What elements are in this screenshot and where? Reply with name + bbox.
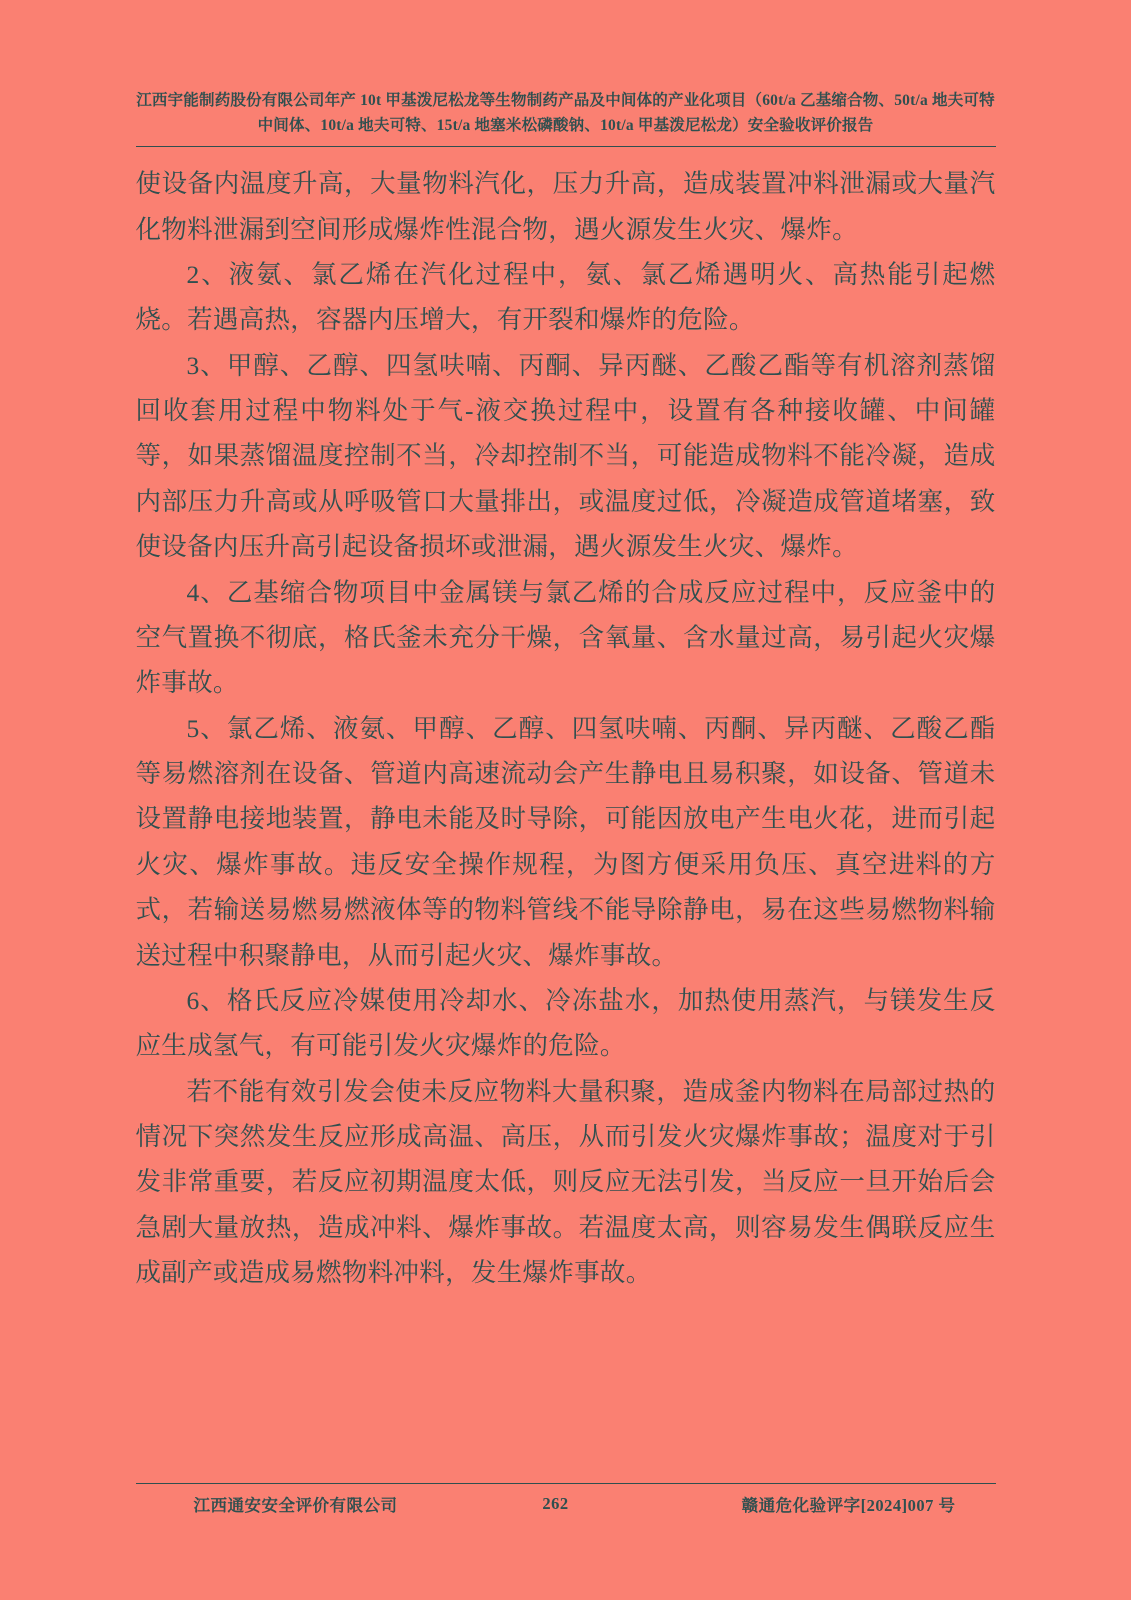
page-header [136, 0, 996, 138]
footer-page-number: 262 [542, 1494, 569, 1513]
paragraph: 5、氯乙烯、液氨、甲醇、乙醇、四氢呋喃、丙酮、异丙醚、乙酸乙酯等易燃溶剂在设备、管道内高速流动会产生静电且易积聚，如设备、管道未设置静电接地装置，静电未能及时导除，可能因放电产生电火花，进而引起火灾、爆炸事故。违反安全操作规程，为图方便采用负压、真空进料的方式，若输送易燃易燃液体等的物料管线不能导除静电，易在这些易燃物料输送过程中积聚静电，从而引起火灾、爆炸事故。 [135, 713, 996, 970]
document-body [136, 147, 996, 1295]
paragraph: 6、格氏反应冷媒使用冷却水、冷冻盐水，加热使用蒸汽，与镁发生反应生成氢气，有可能引发火灾爆炸的危险。 [135, 985, 996, 1061]
paragraph: 若不能有效引发会使未反应物料大量积聚，造成釜内物料在局部过热的情况下突然发生反应形成高温、高压，从而引发火灾爆炸事故；温度对于引发非常重要，若反应初期温度太低，则反应无法引发，当反应一旦开始后会急剧大量放热，造成冲料、爆炸事故。若温度太高，则容易发生偶联反应生成副产或造成易燃物料冲料，发生爆炸事故。 [135, 1076, 996, 1288]
header-title: 江西宇能制药股份有限公司年产 10t 甲基泼尼松龙等生物制药产品及中间体的产业化项目（60t/a 乙基缩合物、50t/a 地夫可特中间体、10t/a 地夫可特、15t/a 地塞米松磷酸钠、10t/a 甲基泼尼松龙）安全验收评价报告 [136, 92, 995, 135]
footer-company: 江西通安安全评价有限公司 [193, 1496, 398, 1515]
page-footer [136, 1492, 996, 1516]
paragraph: 使设备内温度升高，大量物料汽化，压力升高，造成装置冲料泄漏或大量汽化物料泄漏到空间形成爆炸性混合物，遇火源发生火灾、爆炸。 [135, 169, 996, 244]
paragraph: 4、乙基缩合物项目中金属镁与氯乙烯的合成反应过程中，反应釜中的空气置换不彻底，格氏釜未充分干燥，含氧量、含水量过高，易引起火灾爆炸事故。 [135, 577, 996, 698]
paragraph: 3、甲醇、乙醇、四氢呋喃、丙酮、异丙醚、乙酸乙酯等有机溶剂蒸馏回收套用过程中物料处于气-液交换过程中，设置有各种接收罐、中间罐等，如果蒸馏温度控制不当，冷却控制不当，可能造成物料不能冷凝，造成内部压力升高或从呼吸管口大量排出，或温度过低，冷凝造成管道堵塞，致使设备内压升高引起设备损坏或泄漏，遇火源发生火灾、爆炸。 [135, 350, 996, 562]
footer-doc-number: 赣通危化验评字[2024]007 号 [741, 1496, 956, 1515]
footer-divider [136, 1483, 996, 1484]
paragraph: 2、液氨、氯乙烯在汽化过程中，氨、氯乙烯遇明火、高热能引起燃烧。若遇高热，容器内压增大，有开裂和爆炸的危险。 [135, 259, 996, 335]
